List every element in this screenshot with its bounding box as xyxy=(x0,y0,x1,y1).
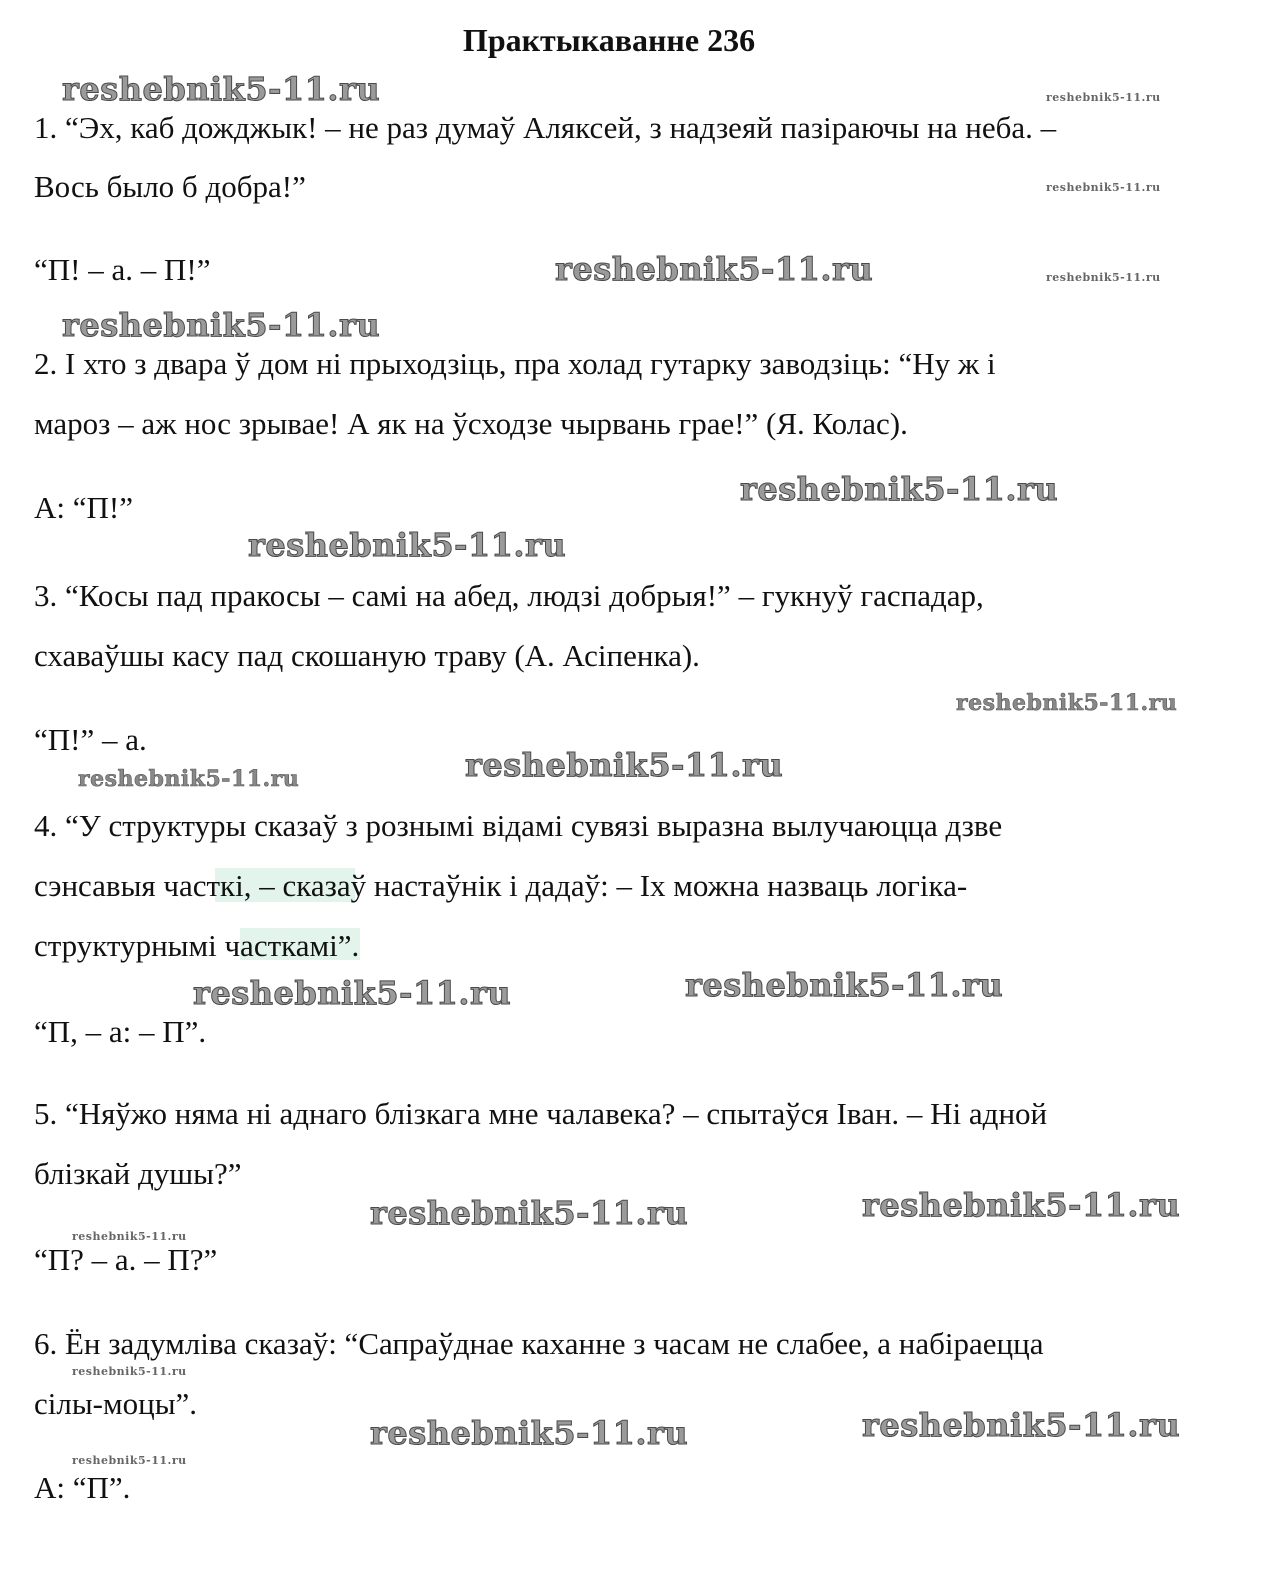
item-2-scheme: А: “П!” xyxy=(34,490,133,525)
item-5-line-2: блізкай душы?” xyxy=(34,1156,242,1191)
item-6-line-1: 6. Ён задумліва сказаў: “Сапраўднае каханне з часам не слабее, а набіраецца xyxy=(34,1326,1044,1361)
watermark: reshebnik5-11.ru xyxy=(72,1454,187,1467)
item-3-scheme: “П!” – а. xyxy=(34,722,147,757)
watermark: reshebnik5-11.ru xyxy=(862,1186,1181,1224)
item-1-line-2: Вось было б добра!” xyxy=(34,169,306,204)
item-1-scheme: “П! – а. – П!” xyxy=(34,252,211,287)
item-4-line-1: 4. “У структуры сказаў з рознымі відамі сувязі выразна вылучаюцца дзве xyxy=(34,808,1003,843)
watermark: reshebnik5-11.ru xyxy=(72,1230,187,1243)
watermark: reshebnik5-11.ru xyxy=(465,746,784,784)
watermark: reshebnik5-11.ru xyxy=(193,974,512,1012)
item-5-line-1: 5. “Няўжо няма ні аднаго блізкага мне чалавека? – спытаўся Іван. – Ні адной xyxy=(34,1096,1048,1131)
item-4-line-2: сэнсавыя часткі, – сказаў настаўнік і дадаў: – Іх можна назваць логіка- xyxy=(34,868,968,903)
page-title: Практыкаванне 236 xyxy=(462,22,756,58)
item-6-scheme: А: “П”. xyxy=(34,1470,131,1505)
item-6-line-2: сілы-моцы”. xyxy=(34,1386,198,1421)
watermark: reshebnik5-11.ru xyxy=(370,1194,689,1232)
item-3-line-2: схаваўшы касу пад скошаную траву (А. Асіпенка). xyxy=(34,638,700,673)
item-2-line-2: мароз – аж нос зрывае! А як на ўсходзе чырвань грае!” (Я. Колас). xyxy=(34,406,908,441)
item-2-line-1: 2. І хто з двара ў дом ні прыходзіць, пра холад гутарку заводзіць: “Ну ж і xyxy=(34,346,996,381)
item-1-line-1: 1. “Эх, каб дожджык! – не раз думаў Аляксей, з надзеяй пазіраючы на неба. – xyxy=(34,110,1057,145)
watermark: reshebnik5-11.ru xyxy=(956,690,1178,716)
item-4-scheme: “П, – а: – П”. xyxy=(34,1014,207,1049)
item-4-line-3: структурнымі часткамі”. xyxy=(34,928,360,963)
watermark: reshebnik5-11.ru xyxy=(62,306,381,344)
watermark: reshebnik5-11.ru xyxy=(685,966,1004,1004)
watermark: reshebnik5-11.ru xyxy=(62,70,381,108)
watermark: reshebnik5-11.ru xyxy=(740,470,1059,508)
watermark: reshebnik5-11.ru xyxy=(248,526,567,564)
watermark: reshebnik5-11.ru xyxy=(1046,271,1161,284)
item-3-line-1: 3. “Косы пад пракосы – самі на абед, людзі добрыя!” – гукнуў гаспадар, xyxy=(34,578,984,613)
item-5-scheme: “П? – а. – П?” xyxy=(34,1242,218,1277)
watermark: reshebnik5-11.ru xyxy=(862,1406,1181,1444)
watermark: reshebnik5-11.ru xyxy=(1046,181,1161,194)
watermark: reshebnik5-11.ru xyxy=(370,1414,689,1452)
watermark: reshebnik5-11.ru xyxy=(555,250,874,288)
watermark: reshebnik5-11.ru xyxy=(1046,91,1161,104)
watermark: reshebnik5-11.ru xyxy=(72,1365,187,1378)
watermark: reshebnik5-11.ru xyxy=(78,766,300,792)
